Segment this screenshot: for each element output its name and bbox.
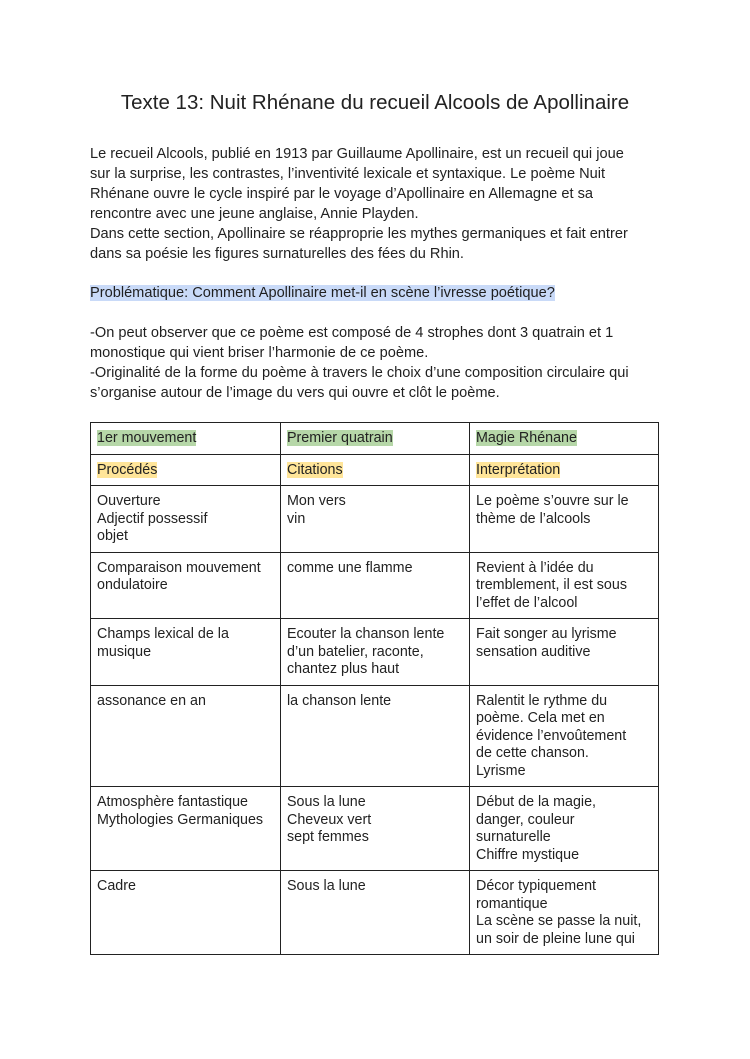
procedes-cell <box>91 552 281 619</box>
cell-line: Le poème s’ouvre sur le <box>476 493 629 509</box>
table-row <box>91 486 659 553</box>
citations-cell <box>281 787 470 871</box>
cell-line: vin <box>287 510 306 527</box>
cell-line: Mythologies Germaniques <box>97 811 264 828</box>
cell-line: ondulatoire <box>97 577 168 593</box>
movement-theme: Magie Rhénane <box>476 430 577 446</box>
cell-line: romantique <box>476 895 548 912</box>
cell-line: Sous la lune <box>287 794 366 810</box>
intro-line: Le recueil Alcools, publié en 1913 par Guillaume Apollinaire, est un recueil qui joue <box>90 146 624 162</box>
cell-line: sept femmes <box>287 829 369 845</box>
procedes-cell <box>91 871 281 955</box>
cell-line: Décor typiquement <box>476 878 596 894</box>
cell-line: tremblement, il est sous <box>476 577 627 593</box>
observation-line: monostique qui vient briser l’harmonie de ce poème. <box>90 345 429 361</box>
procedes-cell <box>91 486 281 553</box>
observation-line: -Originalité de la forme du poème à travers le choix d’une composition circulaire qui <box>90 365 629 381</box>
observation-line: -On peut observer que ce poème est composé de 4 strophes dont 3 quatrain et 1 <box>90 325 614 341</box>
interpretation-cell <box>470 552 659 619</box>
cell-line: objet <box>97 528 129 544</box>
procedes-cell <box>91 685 281 787</box>
interpretation-cell <box>470 787 659 871</box>
intro-paragraph <box>90 144 665 264</box>
cell-line: Atmosphère fantastique <box>97 794 249 810</box>
header-cell <box>281 454 470 486</box>
cell-line: Ecouter la chanson lente <box>287 626 445 642</box>
movement-cell <box>91 423 281 455</box>
interpretation-cell <box>470 486 659 553</box>
cell-line: danger, couleur <box>476 811 575 828</box>
cell-line: surnaturelle <box>476 829 551 845</box>
table-row <box>91 871 659 955</box>
problematique-text: Problématique: Comment Apollinaire met-il en scène l’ivresse poétique? <box>90 285 555 301</box>
citations-cell <box>281 619 470 686</box>
intro-line: rencontre avec une jeune anglaise, Annie Playden. <box>90 206 419 222</box>
observation-line: s’organise autour de l’image du vers qui ouvre et clôt le poème. <box>90 385 500 401</box>
movement-row <box>91 423 659 455</box>
cell-line: Cadre <box>97 878 136 894</box>
cell-line: Champs lexical de la <box>97 626 229 642</box>
header-cell <box>91 454 281 486</box>
problematique <box>90 283 555 303</box>
cell-line: Chiffre mystique <box>476 846 580 863</box>
movement-section: Premier quatrain <box>287 430 393 446</box>
header-cell <box>470 454 659 486</box>
cell-line: chantez plus haut <box>287 661 400 677</box>
intro-line: sur la surprise, les contrastes, l’inventivité lexicale et syntaxique. Le poème Nuit <box>90 166 606 182</box>
header-citations: Citations <box>287 461 343 478</box>
cell-line: Comparaison mouvement <box>97 559 261 576</box>
intro-line: dans sa poésie les figures surnaturelles des fées du Rhin. <box>90 246 464 262</box>
cell-line: La scène se passe la nuit, <box>476 913 642 929</box>
cell-line: un soir de pleine lune qui <box>476 930 635 947</box>
cell-line: Lyrisme <box>476 762 526 779</box>
procedes-cell <box>91 787 281 871</box>
interpretation-cell <box>470 871 659 955</box>
citations-cell <box>281 486 470 553</box>
header-interpretation: Interprétation <box>476 461 561 478</box>
movement-cell <box>281 423 470 455</box>
cell-line: Adjectif possessif <box>97 510 208 527</box>
citations-cell <box>281 552 470 619</box>
cell-line: Début de la magie, <box>476 794 597 810</box>
cell-line: la chanson lente <box>287 692 392 709</box>
cell-line: Ouverture <box>97 493 161 509</box>
observations-paragraph <box>90 323 665 403</box>
header-procedes: Procédés <box>97 461 158 478</box>
cell-line: Revient à l’idée du <box>476 559 594 576</box>
procedes-cell <box>91 619 281 686</box>
table-row <box>91 619 659 686</box>
cell-line: comme une flamme <box>287 559 413 576</box>
cell-line: Mon vers <box>287 493 346 509</box>
cell-line: musique <box>97 643 152 660</box>
cell-line: poème. Cela met en <box>476 710 605 726</box>
cell-line: de cette chanson. <box>476 745 589 761</box>
movement-cell <box>470 423 659 455</box>
citations-cell <box>281 685 470 787</box>
cell-line: Cheveux vert <box>287 811 372 828</box>
cell-line: Sous la lune <box>287 878 366 894</box>
citations-cell <box>281 871 470 955</box>
document-title: Texte 13: Nuit Rhénane du recueil Alcools de Apollinaire <box>120 91 630 114</box>
movement-label: 1er mouvement <box>97 430 197 446</box>
table-row <box>91 552 659 619</box>
intro-line: Dans cette section, Apollinaire se réapproprie les mythes germaniques et fait entrer <box>90 226 628 242</box>
interpretation-cell <box>470 619 659 686</box>
cell-line: Fait songer au lyrisme <box>476 626 617 642</box>
analysis-table <box>90 422 659 955</box>
cell-line: évidence l’envoûtement <box>476 727 627 744</box>
intro-line: Rhénane ouvre le cycle inspiré par le voyage d’Apollinaire en Allemagne et sa <box>90 186 593 202</box>
cell-line: Ralentit le rythme du <box>476 692 608 709</box>
cell-line: l’effet de l’alcool <box>476 594 578 611</box>
table-row <box>91 787 659 871</box>
cell-line: sensation auditive <box>476 643 591 660</box>
interpretation-cell <box>470 685 659 787</box>
cell-line: assonance en an <box>97 692 206 709</box>
cell-line: d’un batelier, raconte, <box>287 643 424 660</box>
header-row <box>91 454 659 486</box>
table-row <box>91 685 659 787</box>
cell-line: thème de l’alcools <box>476 510 591 527</box>
